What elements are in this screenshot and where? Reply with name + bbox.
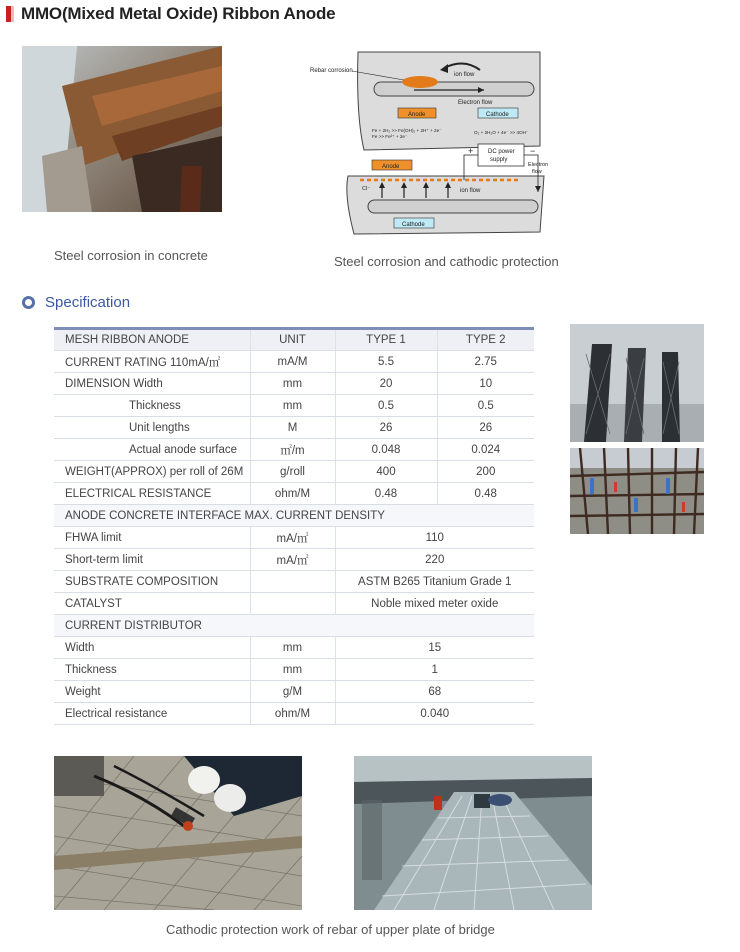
table-row [54,483,534,505]
table-cell: 1 [335,659,534,681]
table-section-title: CURRENT DISTRIBUTOR [54,615,534,637]
specification-title: Specification [45,294,131,311]
electron-flow-top-label: Electron flow [458,100,493,106]
table-header-cell: UNIT [250,329,335,351]
circle-bullet-icon [22,296,35,309]
electron-flow-bottom-label-2: flow [532,169,542,175]
specification-heading [22,294,130,311]
table-cell: 400 [335,461,437,483]
table-row [54,395,534,417]
table-cell: mm [250,373,335,395]
table-row [54,571,534,593]
table-cell: WEIGHT(APPROX) per roll of 26M [54,461,250,483]
chloride-label: Cl⁻ [362,186,371,192]
table-cell: mm [250,637,335,659]
table-cell [250,571,335,593]
table-row [54,461,534,483]
cathodic-protection-diagram [304,46,554,236]
table-cell: 0.040 [335,703,534,725]
steel-corrosion-caption: Steel corrosion in concrete [54,248,208,263]
table-header-row [54,329,534,351]
table-cell: 0.048 [335,439,437,461]
table-cell: ASTM B265 Titanium Grade 1 [335,571,534,593]
table-cell: Noble mixed meter oxide [335,593,534,615]
table-cell: M [250,417,335,439]
table-cell: 0.5 [335,395,437,417]
table-cell: mm [250,395,335,417]
specification-table [54,327,534,725]
table-cell: 26 [335,417,437,439]
table-cell: ㎡/m [250,439,335,461]
table-cell: Short-term limit [54,549,250,571]
table-cell: Width [54,637,250,659]
table-cell: g/M [250,681,335,703]
table-cell: Electrical resistance [54,703,250,725]
electron-flow-bottom-label-1: Electron [528,162,549,168]
table-cell: 5.5 [335,351,437,373]
rebar-corrosion-label: Rebar corrosion [310,68,353,74]
table-cell: mm [250,659,335,681]
title-marker [6,6,11,22]
ion-flow-bottom-label: ion flow [460,188,481,194]
table-cell: ohm/M [250,703,335,725]
anode-installation-photo [54,756,302,910]
table-cell: 0.024 [437,439,534,461]
cathode-top-label: Cathode [486,112,509,118]
table-cell: 26 [437,417,534,439]
bridge-work-caption: Cathodic protection work of rebar of upper plate of bridge [166,922,495,937]
table-cell: Thickness [54,395,250,417]
bridge-deck-work-photo [354,756,592,910]
table-cell: 0.48 [437,483,534,505]
table-cell: CURRENT RATING 110mA/㎡ [54,351,250,373]
table-cell: mA/㎡ [250,549,335,571]
table-section-title: ANODE CONCRETE INTERFACE MAX. CURRENT DENSITY [54,505,534,527]
table-section-row [54,505,534,527]
table-header-cell: TYPE 1 [335,329,437,351]
anode-bottom-label: Anode [382,164,400,170]
table-cell: Actual anode surface [54,439,250,461]
cathode-bottom-label: Cathode [402,222,425,228]
table-row [54,681,534,703]
table-cell: 220 [335,549,534,571]
table-header-cell: TYPE 2 [437,329,534,351]
table-row [54,659,534,681]
anode-top-label: Anode [408,112,426,118]
table-cell: ELECTRICAL RESISTANCE [54,483,250,505]
cathodic-protection-caption: Steel corrosion and cathodic protection [334,254,559,269]
table-cell: 15 [335,637,534,659]
table-cell: 110 [335,527,534,549]
table-cell: Weight [54,681,250,703]
table-cell [250,593,335,615]
ion-flow-top-label: ion flow [454,72,475,78]
table-cell: 200 [437,461,534,483]
table-cell: 2.75 [437,351,534,373]
table-cell: SUBSTRATE COMPOSITION [54,571,250,593]
table-cell: mA/M [250,351,335,373]
table-row [54,373,534,395]
power-supply-label-2: supply [490,157,508,163]
table-cell: g/roll [250,461,335,483]
power-supply-label-1: DC power [488,149,515,155]
table-cell: FHWA limit [54,527,250,549]
table-cell: 20 [335,373,437,395]
table-cell: 0.48 [335,483,437,505]
minus-sign: − [530,146,536,156]
table-row [54,703,534,725]
table-row [54,417,534,439]
table-cell: 0.5 [437,395,534,417]
table-cell: mA/㎡ [250,527,335,549]
table-row [54,351,534,373]
table-row [54,527,534,549]
table-cell: 68 [335,681,534,703]
equation-anode-2: Fe >> Fe²⁺ + 2e⁻ [372,134,408,139]
table-cell: 10 [437,373,534,395]
table-row [54,637,534,659]
ribbon-anode-photo [570,324,704,442]
equation-anode-1: Fe + 2H₂ >> Fe(OH)₂ + 2H⁺ + 2e⁻ [372,128,442,133]
table-cell: CATALYST [54,593,250,615]
page-title: MMO(Mixed Metal Oxide) Ribbon Anode [21,4,336,23]
table-cell: Unit lengths [54,417,250,439]
plus-sign: + [468,146,474,156]
table-row [54,439,534,461]
table-row [54,549,534,571]
page-header [6,4,335,24]
table-cell: ohm/M [250,483,335,505]
table-cell: DIMENSION Width [54,373,250,395]
table-row [54,593,534,615]
steel-corrosion-photo [22,46,222,212]
rebar-grid-photo [570,448,704,534]
table-section-row [54,615,534,637]
equation-cathode: O₂ + 2H₂O + 4e⁻ >> 4OH⁻ [474,130,529,135]
table-header-cell: MESH RIBBON ANODE [54,329,250,351]
table-cell: Thickness [54,659,250,681]
